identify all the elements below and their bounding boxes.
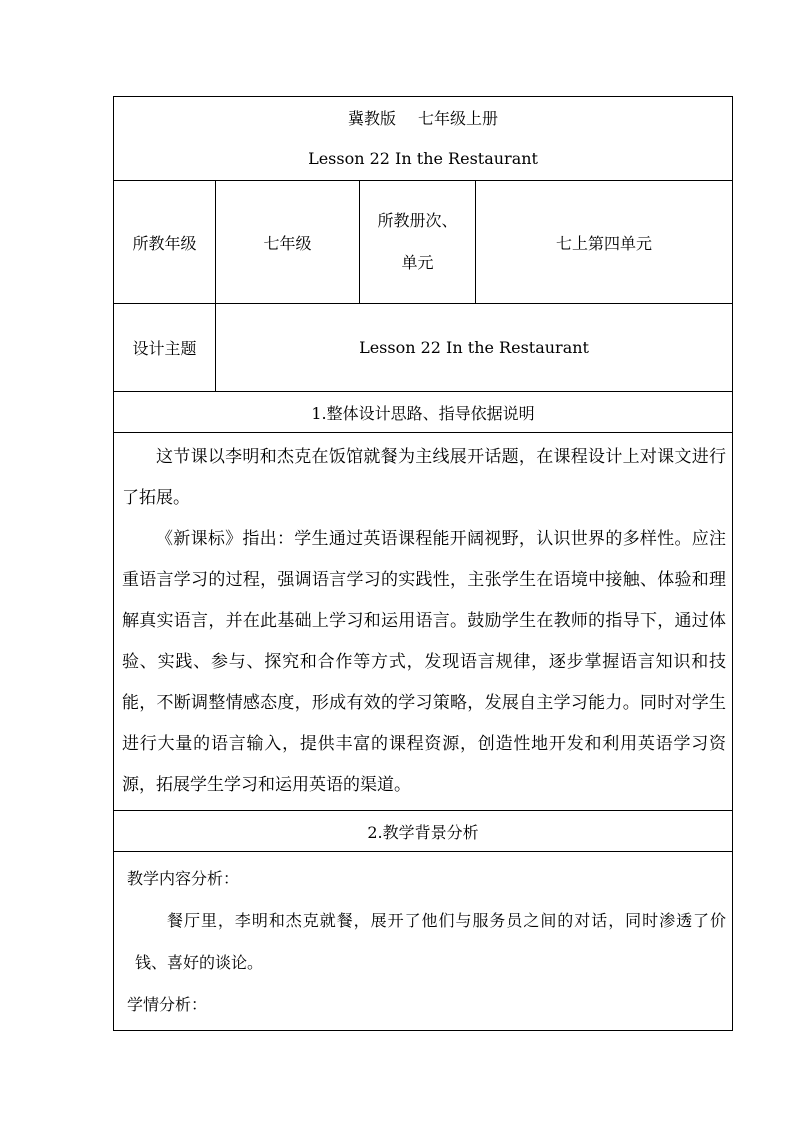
- lesson-plan-table: [113, 96, 733, 1031]
- grade-value: 七年级: [216, 181, 360, 304]
- grade-volume-text: 七年级上册: [418, 108, 499, 128]
- content-analysis-text: 餐厅里，李明和杰克就餐，展开了他们与服务员之间的对话，同时渗透了价钱、喜好的谈论。: [135, 911, 727, 972]
- title-cell: [114, 97, 733, 181]
- textbook-header: [114, 108, 732, 130]
- title-row: [114, 97, 733, 181]
- section1-heading: 1.整体设计思路、指导依据说明: [114, 392, 733, 433]
- section1-paragraph: 这节课以李明和杰克在饭馆就餐为主线展开话题，在课程设计上对课文进行了拓展。: [122, 447, 727, 508]
- unit-value: 七上第四单元: [476, 181, 733, 304]
- section1-paragraph: 《新课标》指出：学生通过英语课程能开阔视野，认识世界的多样性。应注重语言学习的过程，强调语言学习的实践性，主张学生在语境中接触、体验和理解真实语言，并在此基础上学习和运用语言。鼓励学生在教师的指导下，通过体验、实践、参与、探究和合作等方式，发现语言规律，逐步掌握语言知识和技能，不断调整情感态度，形成有效的学习策略，发展自主学习能力。同时对学生进行大量的语言输入，提供丰富的课程资源，创造性地开发和利用英语学习资源，拓展学生学习和运用英语的渠道。: [122, 529, 727, 795]
- info-row: [114, 181, 733, 304]
- lesson-title: Lesson 22 In the Restaurant: [308, 148, 538, 168]
- theme-label: 设计主题: [114, 304, 216, 392]
- theme-value: Lesson 22 In the Restaurant: [216, 304, 733, 392]
- publisher-text: 冀教版: [348, 108, 397, 128]
- section2-heading-row: [114, 811, 733, 852]
- theme-row: [114, 304, 733, 392]
- content-analysis-label: 教学内容分析：: [127, 869, 240, 888]
- section1-heading-row: [114, 392, 733, 433]
- section2-body-row: [114, 852, 733, 1031]
- section2-heading: 2.教学背景分析: [114, 811, 733, 852]
- unit-label-line2: 单元: [401, 253, 434, 272]
- grade-label: 所教年级: [114, 181, 216, 304]
- unit-label-line1: 所教册次、: [377, 211, 458, 230]
- section2-body: [114, 852, 733, 1031]
- section1-body-row: [114, 433, 733, 811]
- section1-body: [114, 433, 733, 811]
- unit-label: [360, 181, 476, 304]
- learner-analysis-label: 学情分析：: [127, 995, 208, 1014]
- lesson-plan-sheet: [113, 96, 732, 1031]
